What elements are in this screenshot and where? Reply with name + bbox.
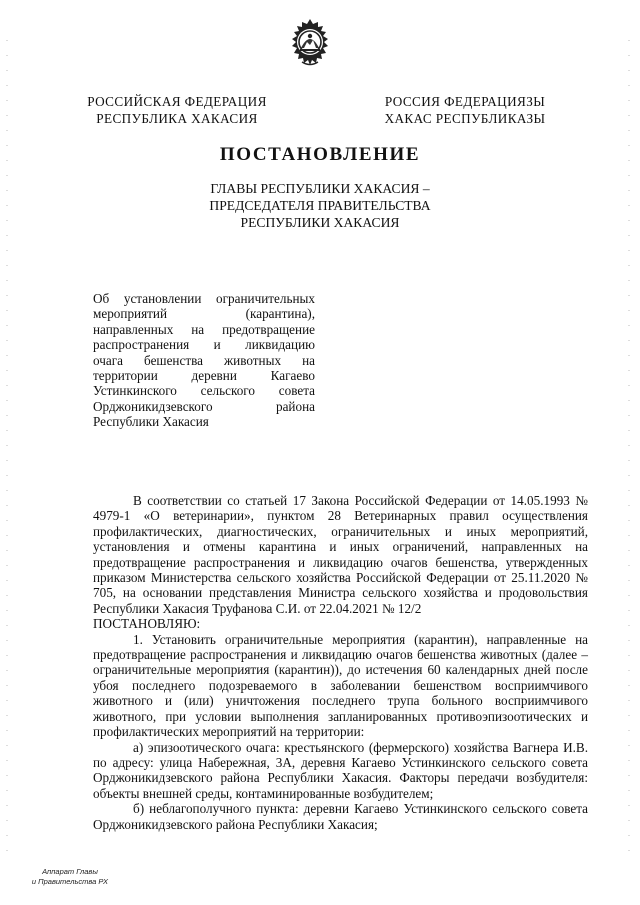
subject-block [93,291,315,430]
subject-line: мероприятий (карантина), [93,306,315,322]
issuer-line-1: ГЛАВЫ РЕСПУБЛИКИ ХАКАСИЯ – [210,181,430,196]
header-left-block [82,93,272,127]
subject-line: Устинкинского сельского совета [93,383,315,399]
issuer-line-2: ПРЕДСЕДАТЕЛЯ ПРАВИТЕЛЬСТВА [209,198,431,213]
republic-of-khakassia-emblem-icon [288,18,332,68]
header-left-line-2: РЕСПУБЛИКА ХАКАСИЯ [96,111,258,126]
preamble-paragraph: В соответствии со статьей 17 Закона Российской Федерации от 14.05.1993 № 4979-1 «О ветеринарии», пунктом 28 Ветеринарных правил осуществления профилактических, диагностических, ограничительных и иных мероприятий, установления и отмены карантина и иных ограничений, направленных на предотвращение распространения и ликвидацию очагов бешенства, утвержденных приказом Министерства сельского хозяйства Российской Федерации от 25.11.2020 № 705, на основании представления Министра сельского хозяйства и продовольствия Республики Хакасия Труфанова С.И. от 22.04.2021 № 12/2 [93,493,588,616]
subject-line: территории деревни Кагаево [93,368,315,384]
subject-line: Орджоникидзевского района [93,398,315,414]
document-body [93,493,588,832]
subject-line: распространения и ликвидацию [93,337,315,353]
subject-line: очага бешенства животных на [93,352,315,368]
item-1b-paragraph: б) неблагополучного пункта: деревни Кагаево Устинкинского сельского совета Орджоникидзевского района Республики Хакасия; [93,801,588,832]
header-right-line-1: РОССИЯ ФЕДЕРАЦИЯЗЫ [384,94,546,109]
scan-margin-marks-right [628,0,630,905]
issuer-line-3: РЕСПУБЛИКИ ХАКАСИЯ [240,215,400,230]
subject-line: Об установлении ограничительных [93,291,315,306]
footer-stamp-line-1: Аппарат Главы [42,867,98,876]
scan-margin-marks-left [6,0,8,905]
subject-line: направленных на предотвращение [93,321,315,337]
header-left-line-1: РОССИЙСКАЯ ФЕДЕРАЦИЯ [87,94,267,109]
document-title: ПОСТАНОВЛЕНИЕ [219,144,421,165]
issuer-block [0,180,640,231]
footer-stamp-line-2: и Правительства РХ [31,877,109,886]
header-right-line-2: ХАКАС РЕСПУБЛИКАЗЫ [384,111,546,126]
header-right-block [365,93,565,127]
item-1a-paragraph: а) эпизоотического очага: крестьянского (фермерского) хозяйства Вагнера И.В. по адресу: улица Набережная, 3А, деревня Кагаево Устинкинского сельского совета Орджоникидзевского района Республики Хакасия. Факторы передачи возбудителя: объекты внешней среды, контаминированные возбудителем; [93,739,588,801]
subject-line: Республики Хакасия [93,414,209,430]
item-1-paragraph: 1. Установить ограничительные мероприятия (карантин), направленные на предотвращение распространения и ликвидацию очагов бешенства животных (далее – ограничительные мероприятия (карантин)), до истечения 60 календарных дней после убоя последнего подозреваемого в заболевании бешенством восприимчивого животного и (или) уничтожения последнего трупа больного восприимчивого животного, при условии выполнения запланированных противоэпизоотических и профилактических мероприятий на территории: [93,631,588,740]
footer-stamp [20,867,120,887]
decree-word: ПОСТАНОВЛЯЮ: [93,616,201,632]
